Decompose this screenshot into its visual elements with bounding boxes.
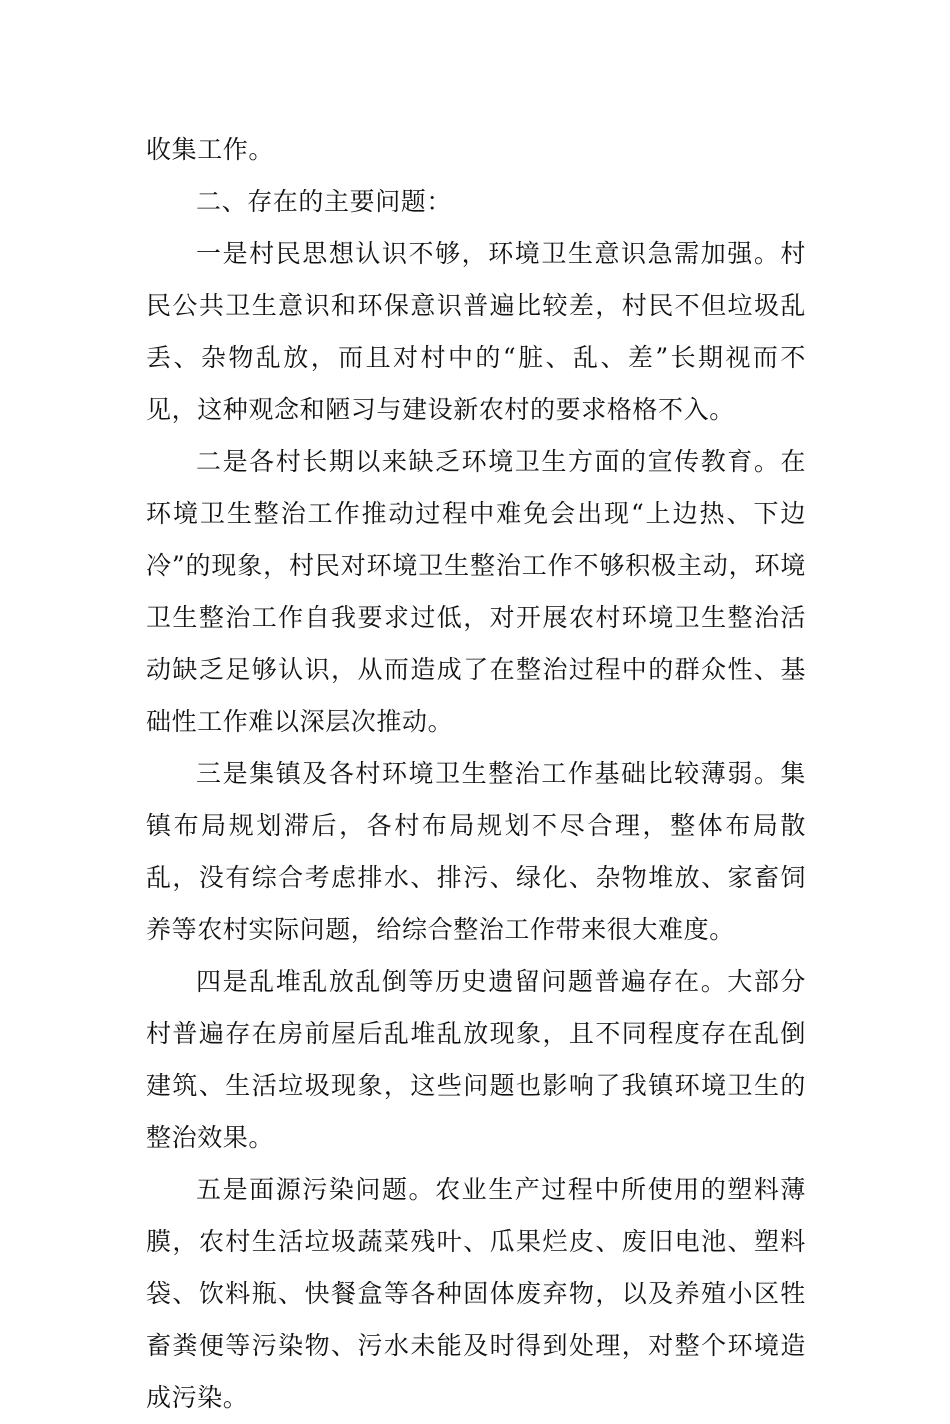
paragraph-problem-1: 一是村民思想认识不够，环境卫生意识急需加强。村民公共卫生意识和环保意识普遍比较差，村民不但垃圾乱丢、杂物乱放，而且对村中的“脏、乱、差”长期视而不见，这种观念和陋习与建设新农村的要求格格不入。: [146, 239, 806, 424]
paragraph-problem-4: 四是乱堆乱放乱倒等历史遗留问题普遍存在。大部分村普遍存在房前屋后乱堆乱放现象，且不同程度存在乱倒建筑、生活垃圾现象，这些问题也影响了我镇环境卫生的整治效果。: [146, 967, 806, 1152]
paragraph-problem-3: 三是集镇及各村环境卫生整治工作基础比较薄弱。集镇布局规划滞后，各村布局规划不尽合理，整体布局散乱，没有综合考虑排水、排污、绿化、杂物堆放、家畜饲养等农村实际问题，给综合整治工作带来很大难度。: [146, 759, 806, 944]
paragraph-problem-5: 五是面源污染问题。农业生产过程中所使用的塑料薄膜，农村生活垃圾蔬菜残叶、瓜果烂皮、废旧电池、塑料袋、饮料瓶、快餐盒等各种固体废弃物，以及养殖小区牲畜粪便等污染物、污水未能及时得到处理，对整个环境造成污染。: [146, 1175, 806, 1412]
paragraph-continuation: 收集工作。: [146, 135, 275, 164]
paragraph-problem-2: 二是各村长期以来缺乏环境卫生方面的宣传教育。在环境卫生整治工作推动过程中难免会出现“上边热、下边冷”的现象，村民对环境卫生整治工作不够积极主动，环境卫生整治工作自我要求过低，对开展农村环境卫生整治活动缺乏足够认识，从而造成了在整治过程中的群众性、基础性工作难以深层次推动。: [146, 447, 806, 736]
section-heading-main-problems: 二、存在的主要问题：: [196, 187, 453, 216]
document-page: [146, 124, 806, 1424]
